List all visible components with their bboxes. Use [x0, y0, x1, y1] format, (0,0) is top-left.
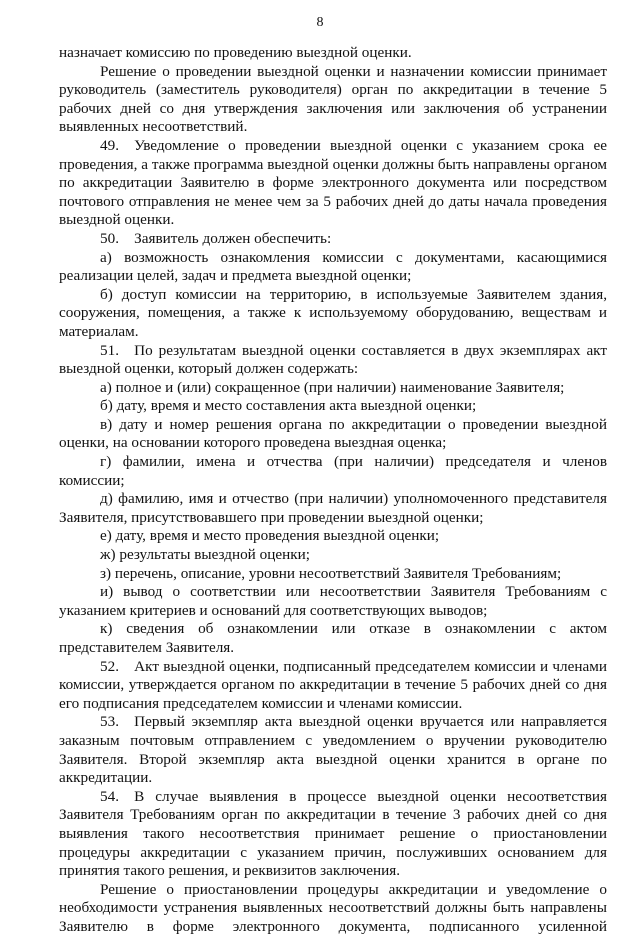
paragraph-49: 49. Уведомление о проведении выездной оценки с указанием срока ее проведения, а также программа выездной оценки должны быть направлены органом по аккредитации Заявителю в форме электронного документа или посредством почтового отправления не менее чем за 5 рабочих дней до даты начала проведения выездной оценки. [59, 136, 607, 229]
paragraph-suspension-notice: Решение о приостановлении процедуры аккредитации и уведомление о необходимости устранения выявленных несоответствий должны быть направлены Заявителю в форме электронного документа, подписанного усиленной [59, 880, 607, 935]
paragraph-50: 50. Заявитель должен обеспечить: [100, 229, 332, 247]
paragraph-51-a: а) полное и (или) сокращенное (при наличии) наименование Заявителя; [100, 378, 565, 396]
paragraph-51-i: и) вывод о соответствии или несоответствии Заявителя Требованиям с указанием критериев и оснований для соответствующих выводов; [59, 583, 607, 619]
paragraph-decision-commission: Решение о проведении выездной оценки и назначении комиссии принимает руководитель (заместитель руководителя) орган по аккредитации в течение 5 рабочих дней со дня утверждения заключения или заключения об устранении выявленных несоответствий. [59, 62, 607, 136]
paragraph-continuation: назначает комиссию по проведению выездной оценки. [59, 44, 412, 61]
paragraph-51: 51. По результатам выездной оценки составляется в двух экземплярах акт выездной оценки, который должен содержать: [59, 341, 607, 378]
paragraph-51-k: к) сведения об ознакомлении или отказе в ознакомлении с актом представителем Заявителя. [59, 620, 607, 656]
paragraph-51-e: е) дату, время и место проведения выездной оценки; [100, 527, 440, 545]
paragraph-52: 52. Акт выездной оценки, подписанный председателем комиссии и членами комиссии, утверждается органом по аккредитации в течение 5 рабочих дней со дня его подписания председателем комиссии и членами комиссии. [59, 657, 607, 712]
paragraph-50-b: б) доступ комиссии на территорию, в используемые Заявителем здания, сооружения, помещения, а также к используемому оборудованию, веществам и материалам. [59, 285, 607, 340]
paragraph-51-g: г) фамилии, имена и отчества (при наличии) председателя и членов комиссии; [59, 453, 607, 489]
paragraph-51-b: б) дату, время и место составления акта выездной оценки; [100, 397, 477, 415]
paragraph-51-z: з) перечень, описание, уровни несоответствий Заявителя Требованиям; [100, 564, 562, 582]
document-body [59, 44, 607, 937]
paragraph-53: 53. Первый экземпляр акта выездной оценки вручается или направляется заказным почтовым отправлением с уведомлением о вручении руководителю Заявителя. Второй экземпляр акта выездной оценки хранится в органе по аккредитации. [59, 713, 607, 787]
paragraph-51-d: д) фамилию, имя и отчество (при наличии) уполномоченного представителя Заявителя, присутствовавшего при проведении выездной оценки; [59, 490, 607, 526]
paragraph-51-v: в) дату и номер решения органа по аккредитации о проведении выездной оценки, на основании которого проведена выездная оценка; [59, 415, 607, 452]
page-number: 8 [316, 15, 324, 30]
paragraph-50-a: а) возможность ознакомления комиссии с документами, касающимися реализации целей, задач и предмета выездной оценки; [59, 248, 607, 285]
paragraph-54: 54. В случае выявления в процессе выездной оценки несоответствия Заявителя Требованиям орган по аккредитации в течение 3 рабочих дней со дня выявления такого несоответствия принимает решение о приостановлении процедуры аккредитации с указанием причин, послуживших основанием для принятия такого решения, и реквизитов заключения. [59, 787, 607, 880]
paragraph-51-zh: ж) результаты выездной оценки; [100, 546, 310, 564]
